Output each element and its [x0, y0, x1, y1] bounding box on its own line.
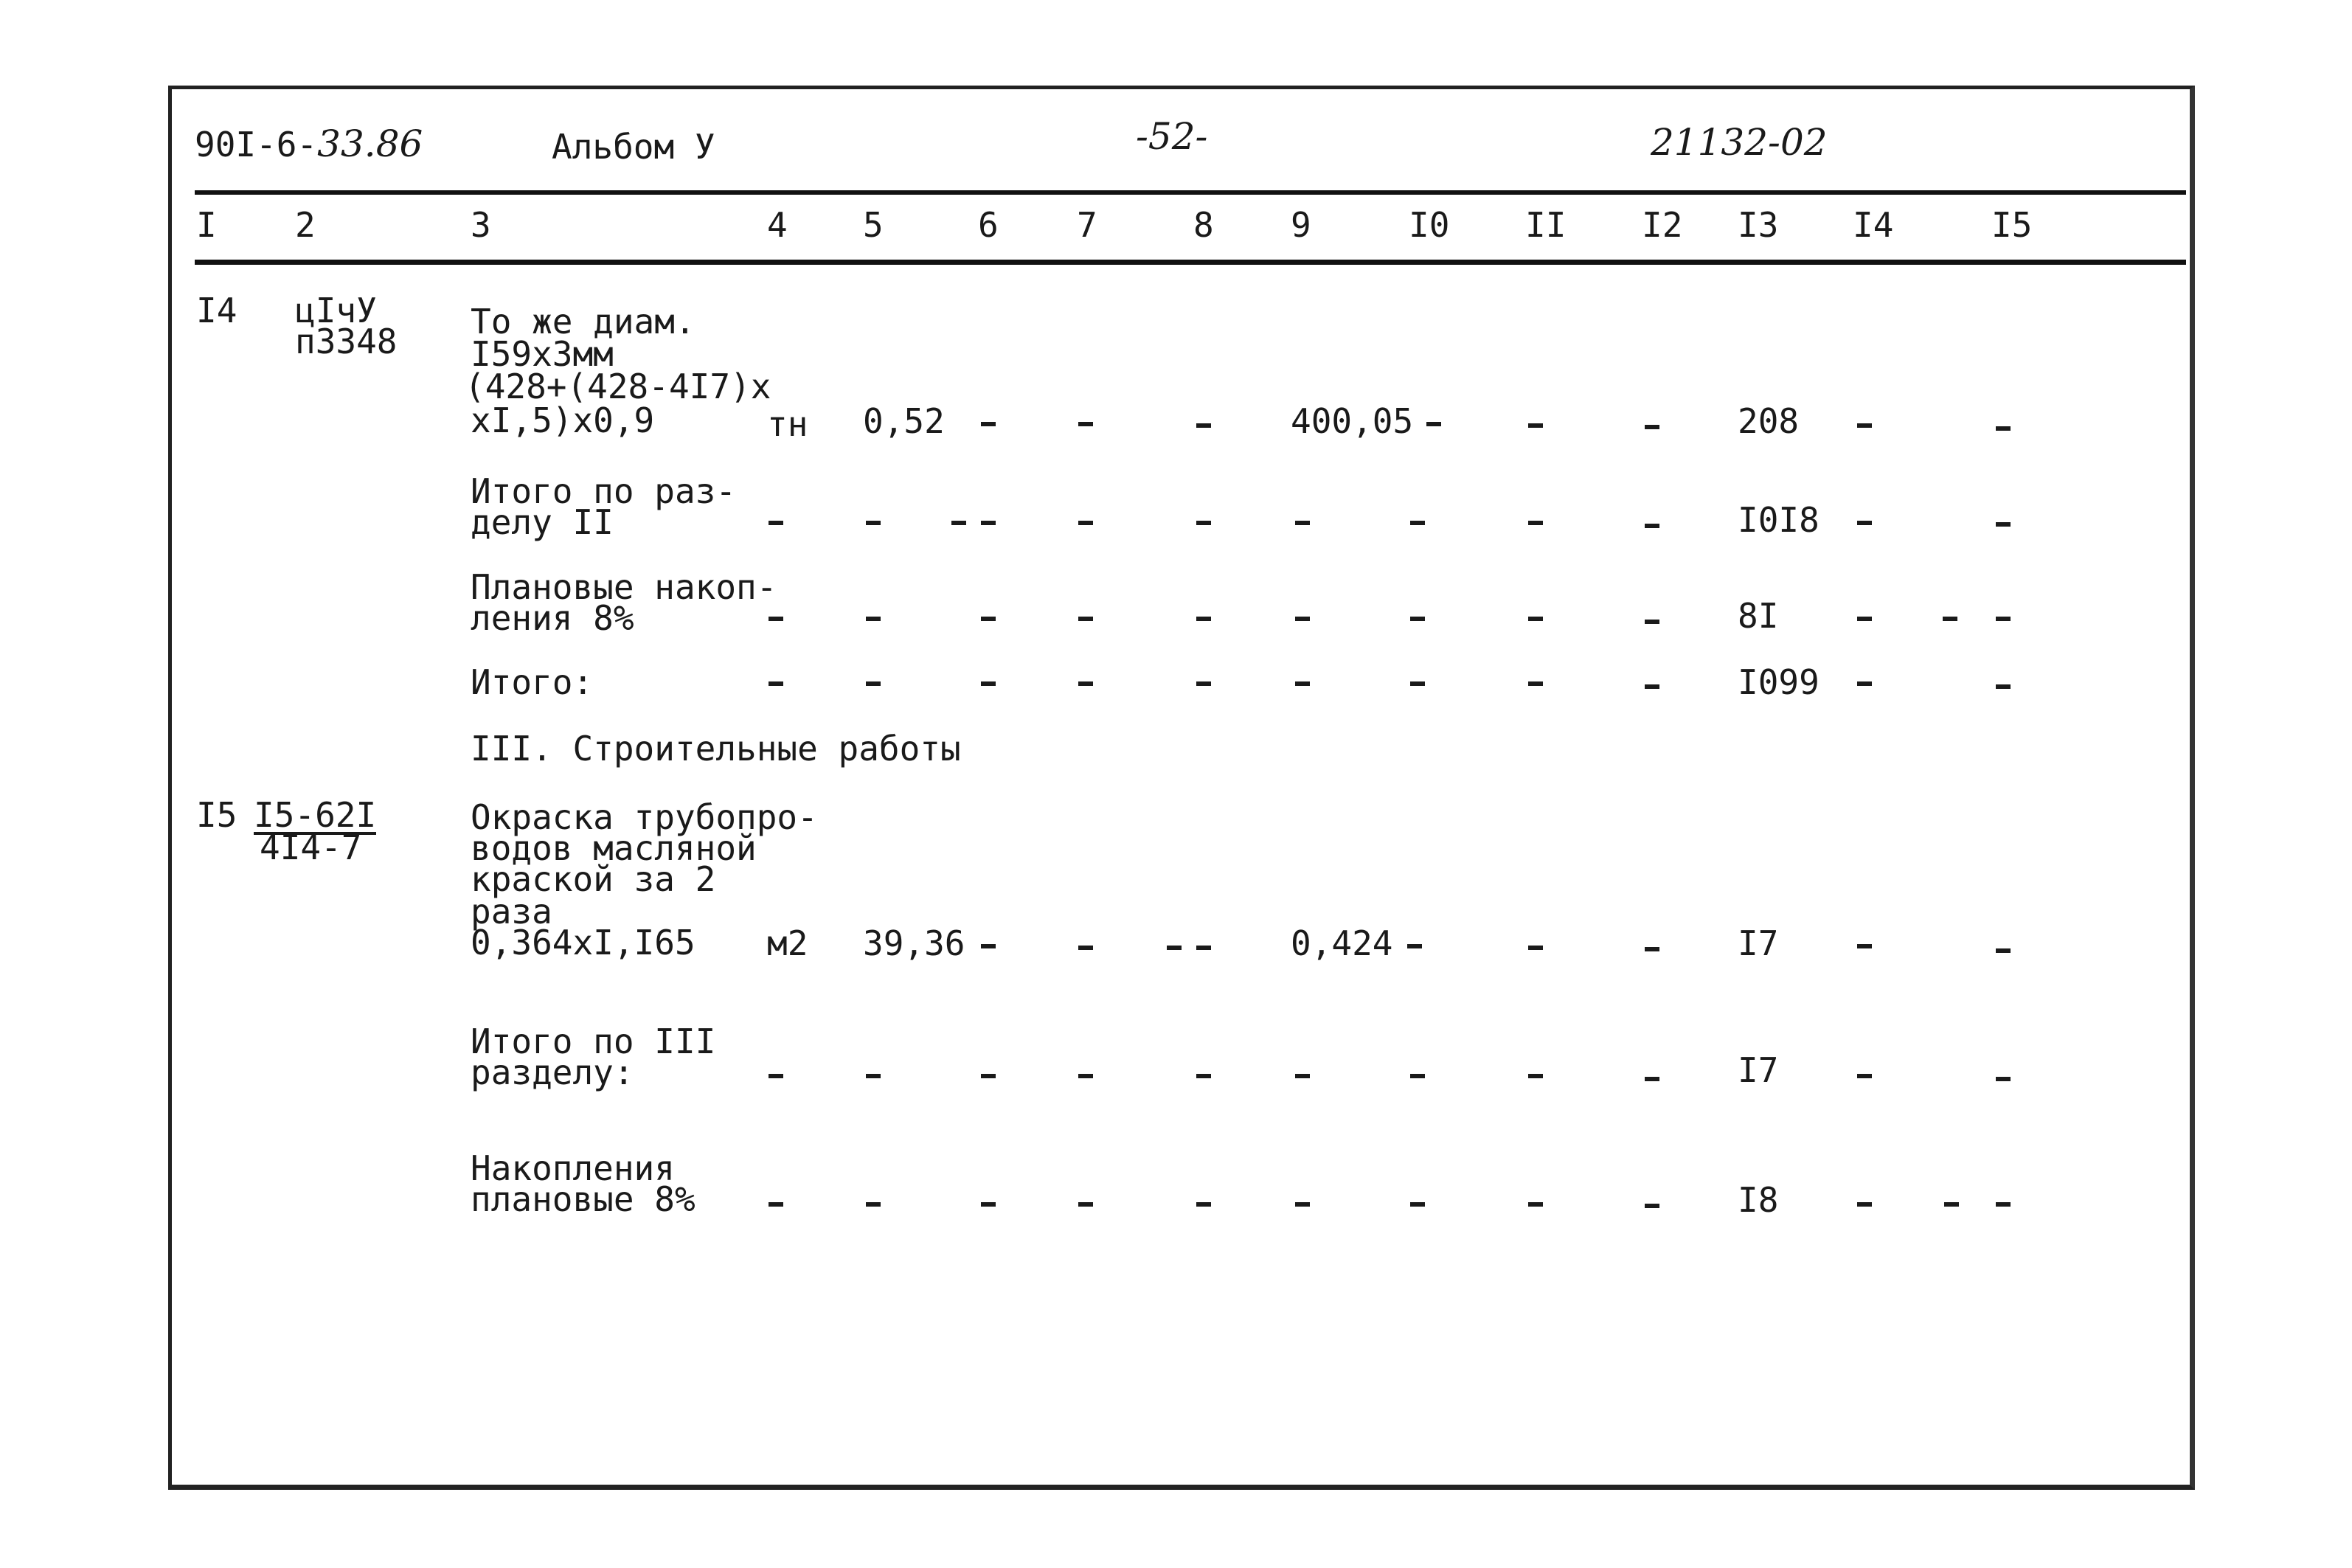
subtotal-2-desc-1: Итого по раз-	[471, 471, 737, 511]
doc-number: 21132-02	[1651, 121, 1828, 164]
row-14-desc-3: (428+(428-4I7)х	[465, 367, 771, 406]
col-2: 2	[295, 205, 316, 245]
planned-3-dash-11	[1528, 1202, 1543, 1207]
row-14-code-bottom: п3348	[295, 322, 398, 361]
subtotal-2-dash-7	[1078, 521, 1093, 525]
row-14-qty: 0,52	[863, 401, 945, 441]
row-14-dash-12	[1645, 425, 1659, 429]
subtotal-3-dash-8	[1196, 1074, 1211, 1078]
planned-3-desc-1: Накопления	[471, 1148, 675, 1188]
subtotal-2-total: I0I8	[1738, 500, 1819, 540]
planned-2-dash-14a	[1857, 617, 1872, 621]
row-15-desc-4: раза	[471, 892, 552, 932]
planned-2-dash-12	[1645, 620, 1659, 624]
row-15-dash-11	[1528, 946, 1543, 950]
row-15-price: 0,424	[1291, 923, 1393, 963]
total-2-dash-5	[866, 681, 881, 686]
album-code-handwritten: 33.86	[317, 122, 423, 165]
planned-2-dash-15	[1996, 617, 2011, 621]
album-title: Альбом У	[552, 127, 715, 167]
planned-2-desc-2: ления 8%	[471, 598, 634, 638]
subtotal-3-dash-9	[1295, 1074, 1310, 1078]
row-14-unit: тн	[767, 404, 808, 444]
subtotal-2-dash-11	[1528, 521, 1543, 525]
row-15-desc-5: 0,364хI,I65	[471, 923, 695, 962]
total-2-total: I099	[1738, 662, 1819, 702]
subtotal-3-dash-10	[1410, 1074, 1425, 1078]
col-8: 8	[1193, 205, 1214, 245]
subtotal-2-dash-6a	[951, 521, 966, 525]
row-14-dash-10	[1426, 422, 1441, 426]
row-15-desc-2: водов масляной	[471, 828, 757, 868]
section-3-title: III. Строительные работы	[471, 729, 961, 769]
row-15-desc-1: Окраска трубопро-	[471, 797, 818, 837]
planned-2-dash-8	[1196, 617, 1211, 621]
planned-3-dash-15	[1996, 1202, 2011, 1207]
row-15-total: I7	[1738, 923, 1779, 963]
planned-2-dash-7	[1078, 617, 1093, 621]
row-14-code-top: цIчУ	[295, 291, 377, 330]
subtotal-3-dash-15	[1996, 1077, 2011, 1081]
col-7: 7	[1077, 205, 1097, 245]
planned-3-dash-5	[866, 1202, 881, 1207]
total-2-dash-9	[1295, 681, 1310, 686]
planned-2-dash-4	[769, 617, 783, 621]
row-15-dash-10	[1407, 944, 1422, 948]
subtotal-2-dash-15	[1996, 522, 2011, 527]
subtotal-3-dash-14	[1857, 1074, 1872, 1078]
planned-3-total: I8	[1738, 1180, 1779, 1220]
planned-2-dash-10	[1410, 617, 1425, 621]
planned-3-dash-14a	[1857, 1202, 1872, 1207]
subtotal-3-desc-2: разделу:	[471, 1052, 634, 1092]
subtotal-3-dash-5	[866, 1074, 881, 1078]
row-14-desc-2: I59х3мм	[471, 334, 614, 374]
row-15-code-bottom: 4I4-7	[260, 828, 362, 867]
page-frame	[168, 86, 2195, 1490]
row-15-code-top: I5-62I	[254, 795, 377, 835]
planned-3-dash-9	[1295, 1202, 1310, 1207]
total-2-dash-8	[1196, 681, 1211, 686]
planned-3-dash-6	[981, 1202, 996, 1207]
row-15-qty: 39,36	[863, 923, 965, 963]
planned-3-dash-12	[1645, 1204, 1659, 1208]
planned-2-dash-5	[866, 617, 881, 621]
row-15-dash-8a	[1167, 946, 1182, 950]
col-12: I2	[1642, 205, 1683, 245]
subtotal-2-dash-10	[1410, 521, 1425, 525]
row-15-number: I5	[196, 795, 237, 835]
subtotal-2-dash-14	[1857, 521, 1872, 525]
total-2-dash-6	[981, 681, 996, 686]
col-4: 4	[767, 205, 788, 245]
subtotal-3-dash-12	[1645, 1077, 1659, 1081]
row-14-dash-8	[1196, 423, 1211, 428]
total-2-dash-14	[1857, 681, 1872, 686]
subtotal-2-desc-2: делу II	[471, 502, 614, 542]
total-2-desc: Итого:	[471, 662, 594, 702]
col-5: 5	[863, 205, 884, 245]
total-2-dash-10	[1410, 681, 1425, 686]
planned-3-dash-4	[769, 1202, 783, 1207]
row-14-desc-4: хI,5)х0,9	[471, 400, 655, 440]
subtotal-2-dash-8	[1196, 521, 1211, 525]
planned-2-dash-14b	[1943, 617, 1957, 621]
total-2-dash-7	[1078, 681, 1093, 686]
planned-2-total: 8I	[1738, 596, 1779, 636]
col-15: I5	[1991, 205, 2033, 245]
subtotal-3-total: I7	[1738, 1050, 1779, 1090]
col-1: I	[196, 205, 217, 245]
row-15-dash-15	[1996, 948, 2011, 953]
planned-2-dash-9	[1295, 617, 1310, 621]
subtotal-3-dash-4	[769, 1074, 783, 1078]
subtotal-3-dash-6	[981, 1074, 996, 1078]
album-code	[195, 122, 423, 165]
album-code-printed: 90I-6-	[195, 125, 318, 164]
row-14-dash-14	[1857, 423, 1872, 428]
planned-2-dash-11	[1528, 617, 1543, 621]
total-2-dash-11	[1528, 681, 1543, 686]
row-15-dash-7	[1078, 946, 1093, 950]
planned-3-desc-2: плановые 8%	[471, 1179, 695, 1219]
row-15-dash-6	[981, 944, 996, 948]
planned-3-dash-14b	[1944, 1202, 1959, 1207]
row-15-dash-12	[1645, 947, 1659, 951]
subtotal-2-dash-6b	[981, 521, 996, 525]
row-14-desc-1: То же диам.	[471, 302, 695, 341]
col-13: I3	[1738, 205, 1779, 245]
subtotal-3-desc-1: Итого по III	[471, 1021, 716, 1061]
row-15-dash-8b	[1196, 946, 1211, 950]
col-3: 3	[471, 205, 491, 245]
row-14-dash-11	[1528, 423, 1543, 428]
page-number: -52-	[1136, 115, 1208, 158]
planned-3-dash-8	[1196, 1202, 1211, 1207]
col-6: 6	[978, 205, 999, 245]
subtotal-2-dash-4	[769, 521, 783, 525]
subtotal-2-dash-5	[866, 521, 881, 525]
planned-2-desc-1: Плановые накоп-	[471, 567, 777, 607]
row-14-price: 400,05	[1291, 401, 1414, 441]
total-2-dash-12	[1645, 684, 1659, 689]
row-14-dash-7	[1078, 422, 1093, 426]
header-rule	[195, 190, 2186, 195]
row-14-dash-6	[981, 422, 996, 426]
planned-2-dash-6	[981, 617, 996, 621]
planned-3-dash-7	[1078, 1202, 1093, 1207]
col-10: I0	[1409, 205, 1450, 245]
row-14-number: I4	[196, 291, 237, 330]
subtotal-3-dash-7	[1078, 1074, 1093, 1078]
col-9: 9	[1291, 205, 1311, 245]
row-14-dash-15	[1996, 426, 2011, 431]
column-header-rule	[195, 260, 2186, 265]
row-15-desc-3: краской за 2	[471, 859, 716, 899]
total-2-dash-15	[1996, 684, 2011, 689]
row-15-unit: м2	[767, 923, 808, 963]
row-14-total: 208	[1738, 401, 1800, 441]
row-15-dash-14	[1857, 944, 1872, 948]
subtotal-3-dash-11	[1528, 1074, 1543, 1078]
planned-3-dash-10	[1410, 1202, 1425, 1207]
subtotal-2-dash-12	[1645, 524, 1659, 528]
col-14: I4	[1853, 205, 1894, 245]
col-11: II	[1525, 205, 1567, 245]
subtotal-2-dash-9	[1295, 521, 1310, 525]
total-2-dash-4	[769, 681, 783, 686]
